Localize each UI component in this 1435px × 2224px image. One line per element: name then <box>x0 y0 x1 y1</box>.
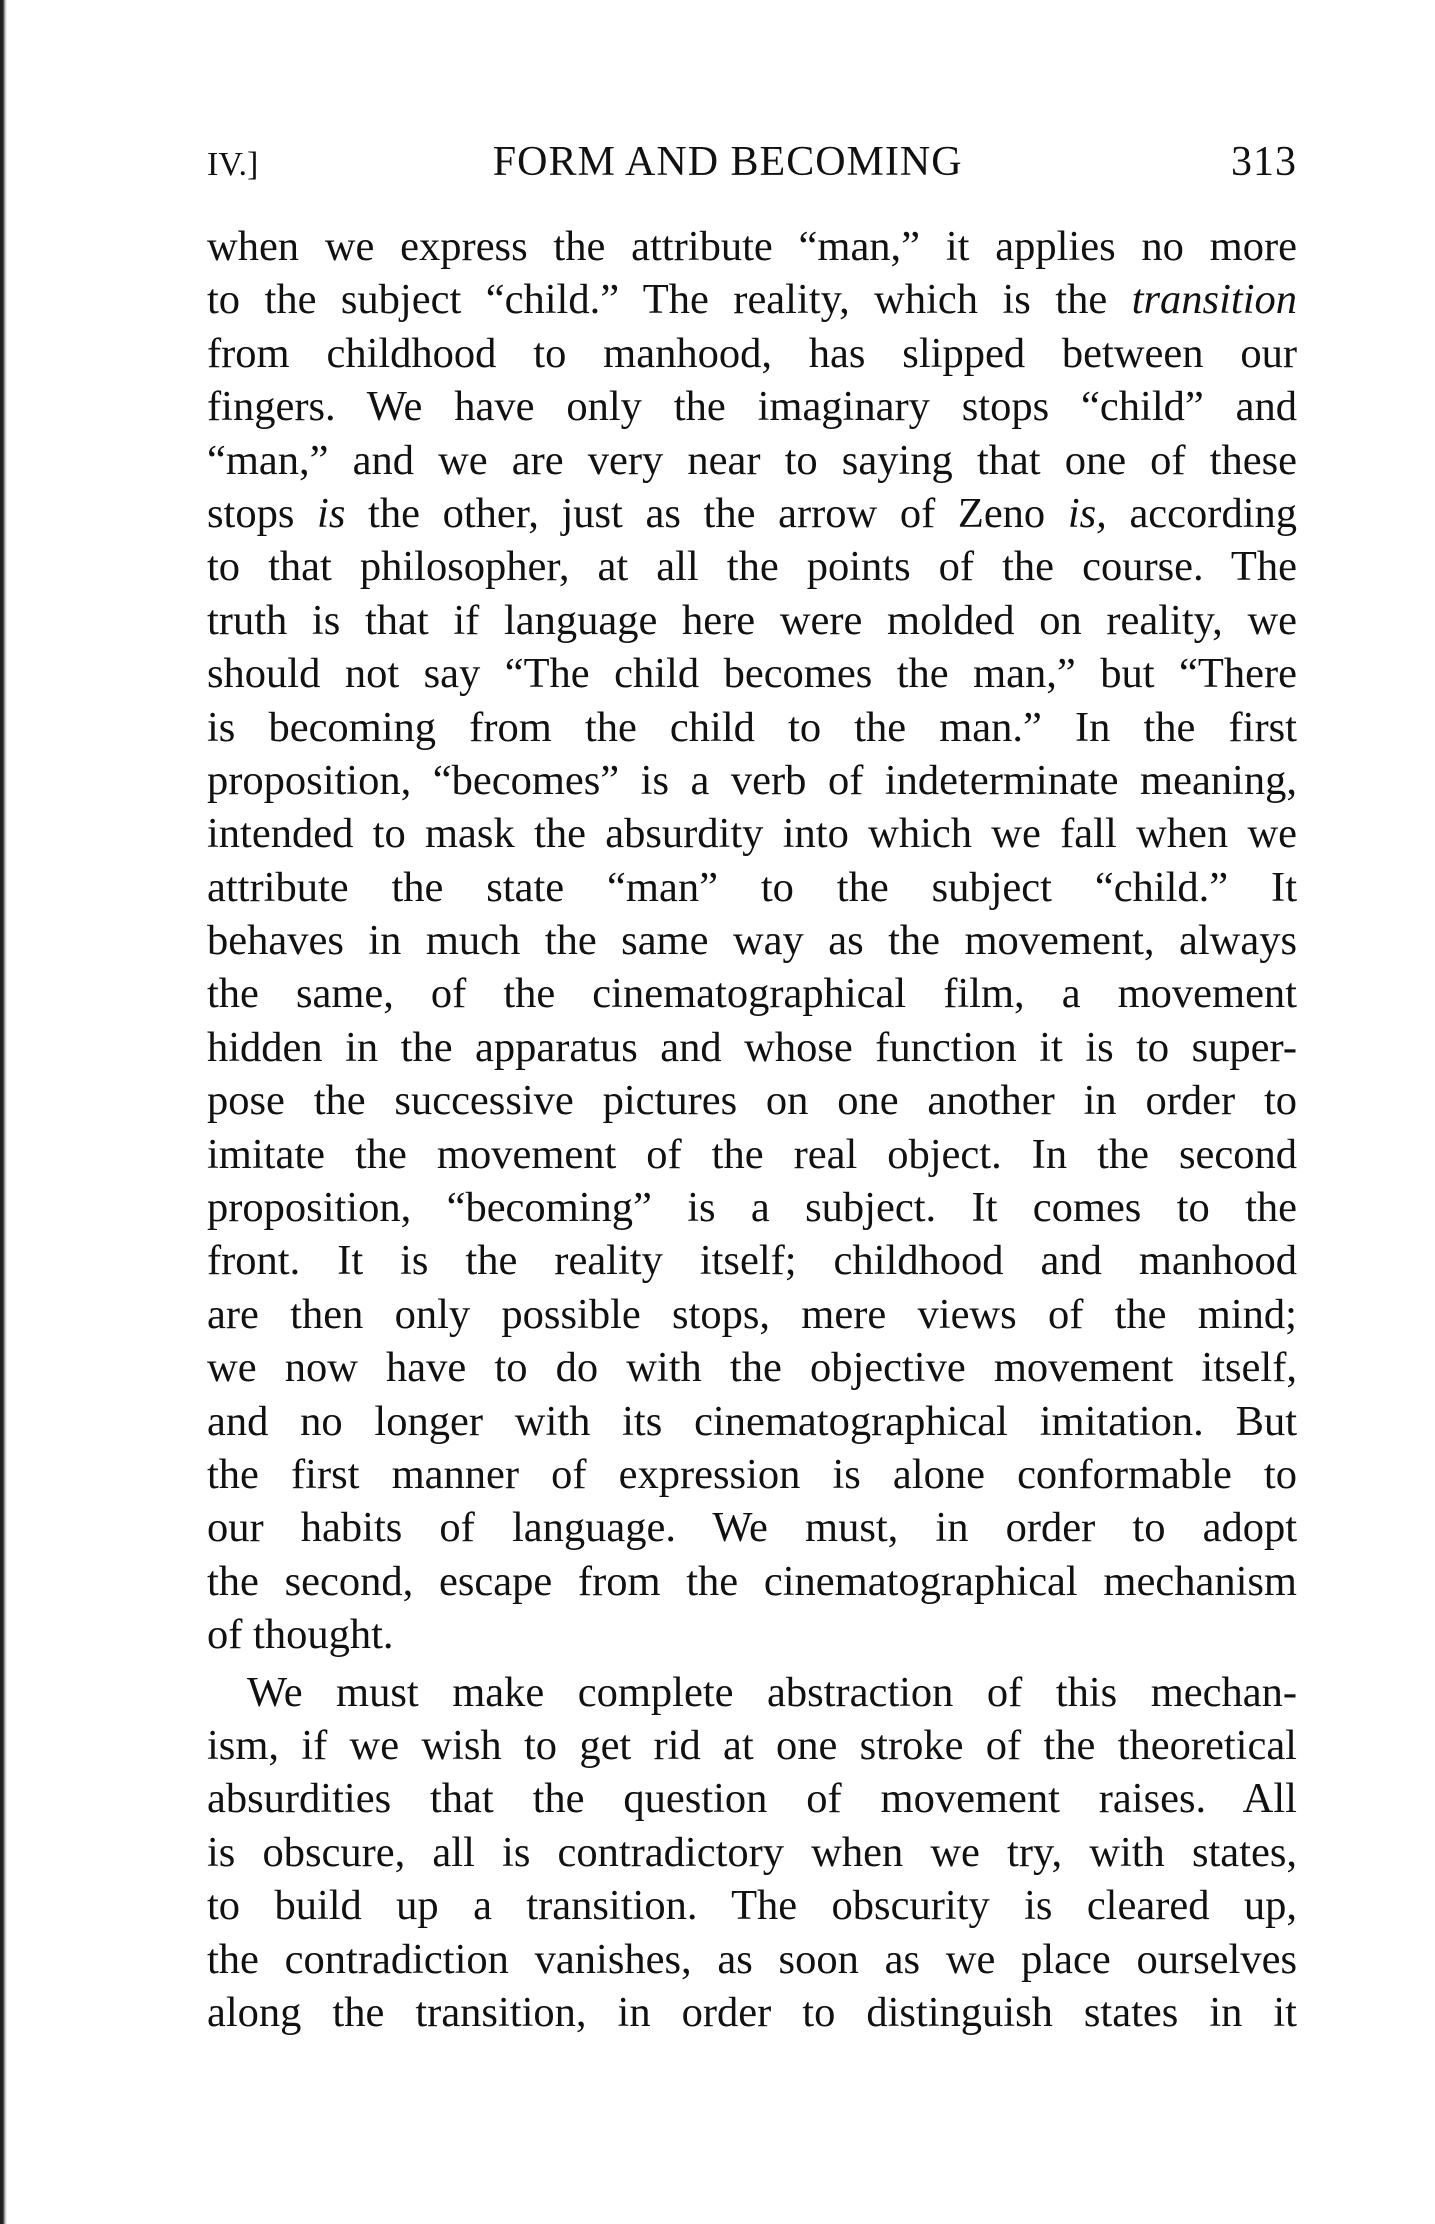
page-title: FORM AND BECOMING <box>492 139 963 185</box>
italic-word: transition <box>1131 276 1297 324</box>
text-line: imitate the movement of the real object. In the second <box>207 1130 1297 1178</box>
text-line: proposition, “becomes” is a verb of indeterminate meaning, <box>207 756 1297 804</box>
text-line: We must make complete abstraction of this mechan- <box>247 1668 1297 1716</box>
text-line: intended to mask the absurdity into which we fall when we <box>207 810 1297 858</box>
text-line: to build up a transition. The obscurity is cleared up, <box>207 1882 1297 1930</box>
text-line: pose the successive pictures on one another in order to <box>207 1077 1297 1125</box>
paragraph-1 <box>207 220 1297 1662</box>
book-page <box>207 138 1297 2039</box>
text-line: the first manner of expression is alone conformable to <box>207 1450 1297 1498</box>
text-line: to that philosopher, at all the points of the course. The <box>207 543 1297 591</box>
text-line: attribute the state “man” to the subject “child.” It <box>207 863 1297 911</box>
page-binding-edge <box>0 0 7 2224</box>
text-line: when we express the attribute “man,” it applies no more <box>207 223 1297 270</box>
italic-word: is, <box>1067 489 1107 537</box>
text-line: the second, escape from the cinematographical mechanism <box>207 1557 1297 1605</box>
text-line: along the transition, in order to distinguish states in it <box>207 1988 1297 2036</box>
paragraph-2 <box>207 1666 1297 2040</box>
text-line: the contradiction vanishes, as soon as we place ourselves <box>207 1935 1297 1983</box>
section-mark: IV.] <box>207 146 259 183</box>
text-line: is becoming from the child to the man.” In the first <box>207 703 1297 751</box>
text-line: of thought. <box>207 1611 394 1659</box>
text-line: and no longer with its cinematographical imitation. But <box>207 1397 1297 1445</box>
text-line: truth is that if language here were molded on reality, we <box>207 596 1297 644</box>
page-number: 313 <box>1231 139 1297 185</box>
text-line: proposition, “becoming” is a subject. It comes to the <box>207 1184 1297 1232</box>
text-line: are then only possible stops, mere views of the mind; <box>207 1290 1297 1338</box>
text-line: the same, of the cinematographical film, a movement <box>207 970 1297 1018</box>
body-text <box>207 220 1297 2039</box>
running-head <box>207 138 1297 198</box>
text-line: our habits of language. We must, in order to adopt <box>207 1504 1297 1552</box>
text-line: we now have to do with the objective movement itself, <box>207 1344 1297 1392</box>
text-line: fingers. We have only the imaginary stops “child” and <box>207 383 1297 431</box>
text-line: absurdities that the question of movement raises. All <box>207 1775 1297 1823</box>
text-line: to the subject “child.” The reality, which is the transition <box>207 276 1297 324</box>
text-line: behaves in much the same way as the movement, always <box>207 917 1297 965</box>
text-line: ism, if we wish to get rid at one stroke of the theoretical <box>207 1721 1297 1769</box>
text-line: from childhood to manhood, has slipped between our <box>207 329 1297 377</box>
text-line: should not say “The child becomes the man,” but “There <box>207 650 1297 698</box>
italic-word: is <box>317 489 346 537</box>
text-line: is obscure, all is contradictory when we try, with states, <box>207 1828 1297 1876</box>
text-line: “man,” and we are very near to saying that one of these <box>207 436 1297 484</box>
text-line: stops is the other, just as the arrow of Zeno is, according <box>207 489 1297 537</box>
text-line: hidden in the apparatus and whose function it is to super- <box>207 1023 1297 1071</box>
text-line: front. It is the reality itself; childhood and manhood <box>207 1237 1297 1285</box>
